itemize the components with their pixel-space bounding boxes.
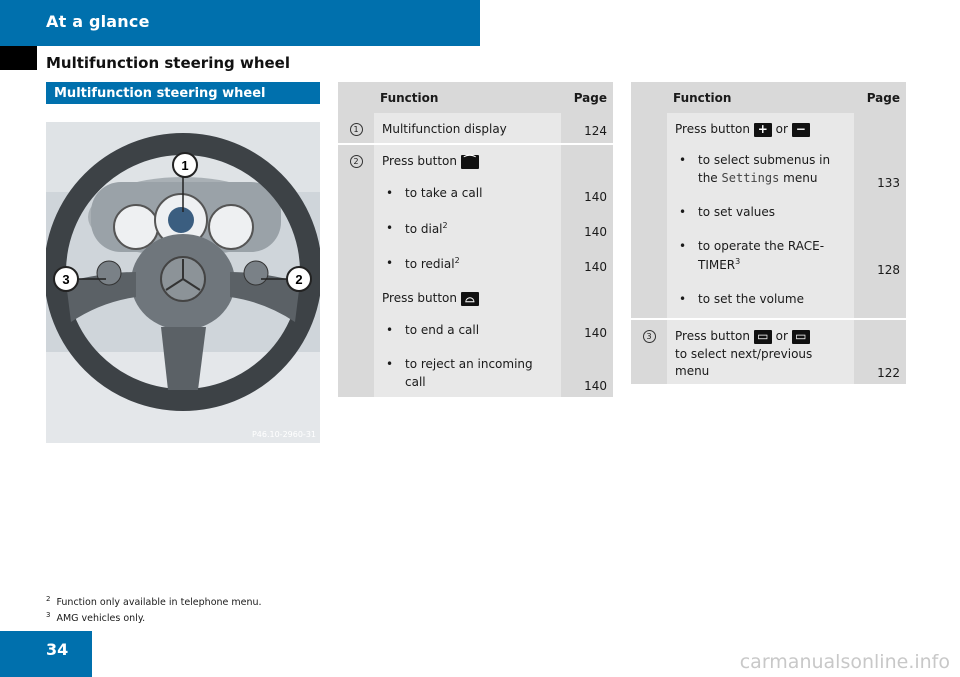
footnote: $^2$ Function only available in telephone menu. [46, 595, 262, 609]
col-function: Function [374, 82, 561, 113]
col-page: Page [854, 82, 906, 113]
table-row [631, 113, 906, 319]
svg-text:2: 2 [295, 272, 303, 287]
item-number: 2 [350, 155, 363, 168]
plus-key-icon: + [754, 123, 772, 137]
bullet: • [386, 221, 394, 235]
watermark: carmanualsonline.info [739, 651, 950, 673]
bullet: • [386, 323, 394, 337]
function-text: to dial [405, 222, 443, 236]
next-menu-key-icon: ▭ [792, 330, 810, 344]
footnote-ref: 2 [442, 221, 448, 230]
page-ref: 122 [877, 366, 900, 380]
item-number: 1 [350, 123, 363, 136]
page-ref: 140 [584, 326, 607, 340]
function-text: Multifunction display [382, 122, 507, 136]
page-ref: 140 [584, 225, 607, 239]
bullet: • [386, 357, 394, 371]
or-text: or [775, 122, 788, 136]
function-text: Press button [382, 154, 457, 168]
settings-menu-name: Settings [721, 171, 780, 185]
bullet: • [679, 292, 687, 306]
minus-key-icon: − [792, 123, 810, 137]
svg-text:3: 3 [62, 272, 70, 287]
call-key-icon: ⌒ [461, 155, 479, 169]
bullet: • [386, 186, 394, 200]
function-text: the [698, 171, 718, 185]
image-code: P46.10-2960-31 [251, 430, 316, 439]
chapter-title: At a glance [46, 12, 150, 31]
col-page: Page [561, 82, 613, 113]
footnote-ref: 2 [454, 256, 460, 265]
bullet: • [679, 205, 687, 219]
svg-text:1: 1 [181, 158, 189, 173]
end-call-key-icon: ⌓ [461, 292, 479, 306]
table-row [338, 144, 613, 398]
page-ref: 140 [584, 379, 607, 393]
footnote-ref: 3 [735, 257, 741, 266]
item-number: 3 [643, 330, 656, 343]
bullet: • [679, 239, 687, 253]
steering-wheel-illustration [46, 122, 320, 443]
function-text: Press button [675, 329, 750, 343]
function-text: to select submenus in [698, 153, 831, 167]
col-function: Function [667, 82, 854, 113]
function-text: to reject an incoming [405, 357, 533, 371]
function-text: to select next/previous [675, 347, 813, 361]
steering-wheel-image [46, 122, 320, 443]
function-text: menu [675, 364, 710, 378]
bullet: • [386, 256, 394, 270]
page-number-box [0, 631, 92, 677]
function-text: to set values [698, 205, 776, 219]
function-text: to end a call [405, 323, 480, 337]
bullet: • [679, 153, 687, 167]
section-heading [46, 82, 320, 104]
function-text: to set the volume [698, 292, 804, 306]
page-ref: 140 [584, 190, 607, 204]
function-text: call [405, 375, 426, 389]
footnote: $^3$ AMG vehicles only. [46, 611, 146, 625]
header-marker [0, 46, 37, 70]
table-row [338, 113, 613, 144]
previous-menu-key-icon: ▭ [754, 330, 772, 344]
page-number: 34 [46, 640, 69, 659]
page-ref: 124 [584, 124, 607, 138]
function-text: menu [783, 171, 818, 185]
page-subtitle: Multifunction steering wheel [46, 54, 290, 72]
function-table-right [631, 82, 906, 386]
page-ref: 133 [877, 176, 900, 190]
page-ref: 140 [584, 260, 607, 274]
function-text: TIMER [698, 258, 736, 272]
function-text: to take a call [405, 186, 483, 200]
or-text: or [775, 329, 788, 343]
function-text: Press button [675, 122, 750, 136]
function-table-left [338, 82, 613, 399]
page-ref: 128 [877, 263, 900, 277]
function-text: to operate the RACE- [698, 239, 825, 253]
function-text: to redial [405, 257, 455, 271]
function-text: Press button [382, 291, 457, 305]
section-title: Multifunction steering wheel [54, 86, 266, 101]
table-row [631, 319, 906, 385]
